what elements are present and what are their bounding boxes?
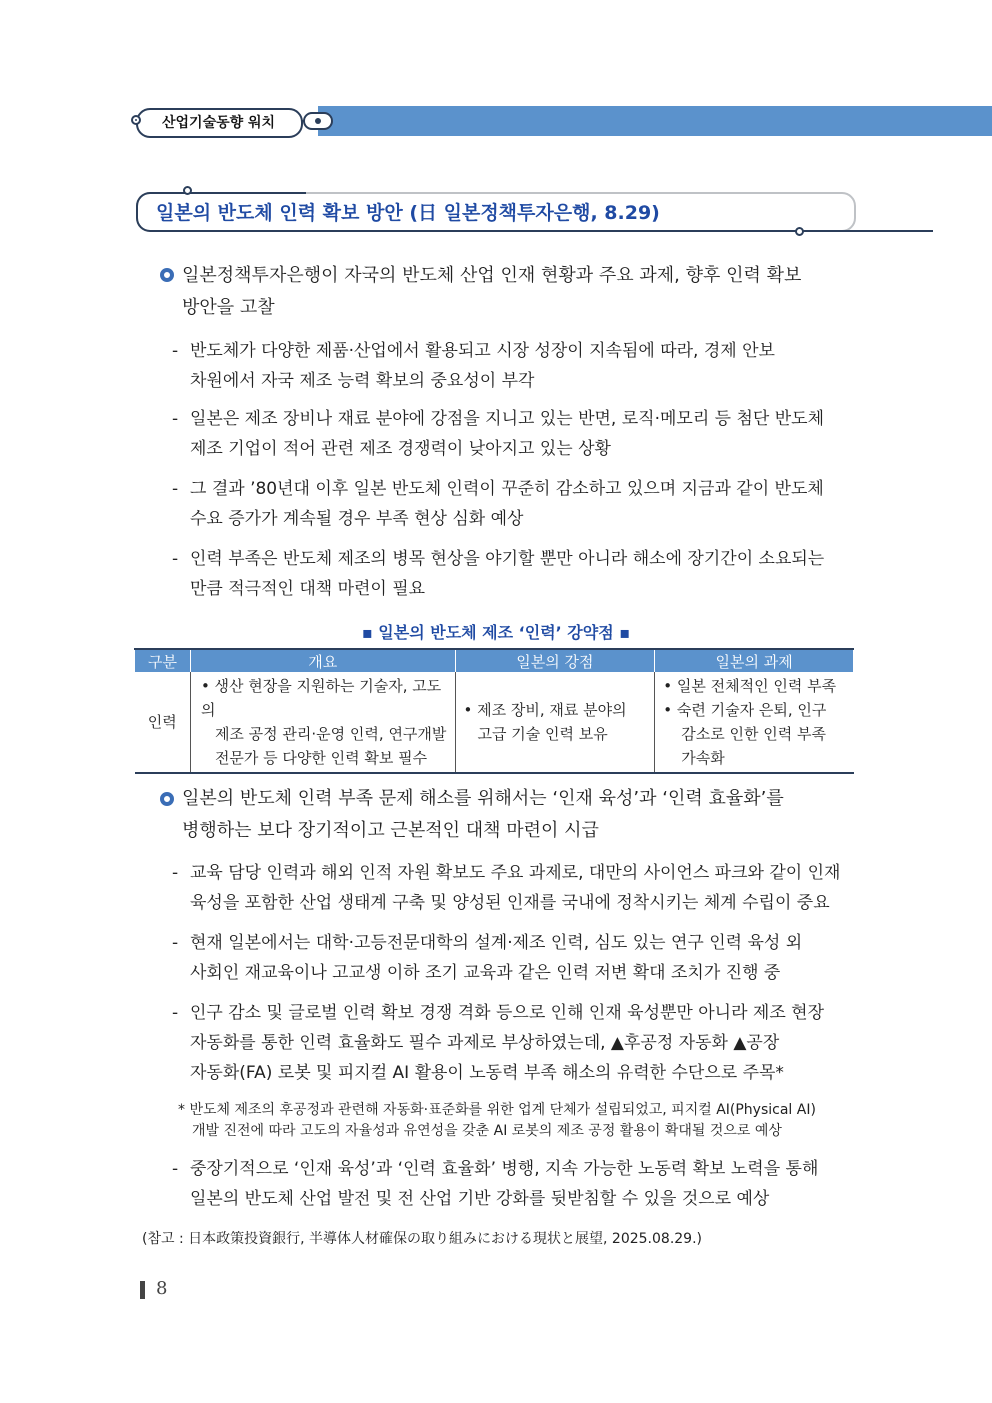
dash-icon: - — [172, 1003, 179, 1023]
table-caption: ▪ 일본의 반도체 제조 ‘인력’ 강약점 ▪ — [361, 623, 631, 642]
main-point: 일본정책투자은행이 자국의 반도체 산업 인재 현황과 주요 과제, 향후 인력 확보 — [182, 265, 802, 286]
table-cell-challenge — [655, 672, 854, 773]
main-point-cont: 방안을 고찰 — [182, 297, 275, 318]
sub-point: 인력 부족은 반도체 제조의 병목 현상을 야기할 뿐만 아니라 해소에 장기간이 소요되는 — [190, 549, 825, 569]
dash-icon: - — [172, 1159, 179, 1179]
footnote: * 반도체 제조의 후공정과 관련해 자동화·표준화를 위한 업계 단체가 설립되었고, 피지컬 AI(Physical AI) — [178, 1102, 816, 1118]
sub-point: 교육 담당 인력과 해외 인적 자원 확보도 주요 과제로, 대만의 사이언스 파크와 같이 인재 — [190, 863, 841, 883]
dash-icon: - — [172, 863, 179, 883]
dash-icon: - — [172, 409, 179, 429]
sub-point-cont: 차원에서 자국 제조 능력 확보의 중요성이 부각 — [190, 371, 535, 391]
section-title-box — [136, 192, 856, 232]
sub-point-cont: 수요 증가가 계속될 경우 부족 현상 심화 예상 — [190, 509, 524, 529]
page-number-bar — [140, 1281, 145, 1299]
sub-point: 중장기적으로 ‘인재 육성’과 ‘인력 효율화’ 병행, 지속 가능한 노동력 확보 노력을 통해 — [190, 1159, 819, 1179]
section-dot-icon — [795, 227, 804, 236]
sub-point-cont: 사회인 재교육이나 고교생 이하 조기 교육과 같은 인력 저변 확대 조치가 진행 중 — [190, 963, 781, 983]
header-title: 산업기술동향 워치 — [136, 108, 303, 138]
sub-point-cont: 자동화(FA) 로봇 및 피지컬 AI 활용이 노동력 부족 해소의 유력한 수단으로 주목* — [190, 1063, 784, 1083]
footnote-cont: 개발 진전에 따라 고도의 자율성과 유연성을 갖춘 AI 로봇의 제조 공정 활용이 확대될 것으로 예상 — [192, 1123, 782, 1139]
sub-point: 현재 일본에서는 대학·고등전문대학의 설계·제조 인력, 심도 있는 연구 인력 육성 외 — [190, 933, 803, 953]
sub-point-cont: 일본의 반도체 산업 발전 및 전 산업 기반 강화를 뒷받침할 수 있을 것으로 예상 — [190, 1189, 770, 1209]
table-header: 일본의 과제 — [655, 649, 854, 672]
strength-weakness-table — [134, 648, 854, 774]
cell-line: • 일본 전체적인 인력 부족 — [663, 677, 837, 695]
header-dot-icon — [131, 115, 141, 125]
cell-line: 감소로 인한 인력 부족 — [681, 725, 826, 743]
sub-point: 인구 감소 및 글로벌 인력 확보 경쟁 격화 등으로 인해 인재 육성뿐만 아니라 제조 현장 — [190, 1003, 825, 1023]
dash-icon: - — [172, 341, 179, 361]
sub-point-cont: 자동화를 통한 인력 효율화도 필수 과제로 부상하였는데, ▲후공정 자동화 ▲공장 — [190, 1033, 780, 1053]
section-dot-icon — [183, 186, 192, 195]
dash-icon: - — [172, 479, 179, 499]
sub-point: 일본은 제조 장비나 재료 분야에 강점을 지니고 있는 반면, 로직·메모리 등 첨단 반도체 — [190, 409, 825, 429]
cell-line: 고급 기술 인력 보유 — [477, 725, 608, 743]
sub-point: 그 결과 ’80년대 이후 일본 반도체 인력이 꾸준히 감소하고 있으며 지금과 같이 반도체 — [190, 479, 824, 499]
cell-line: 가속화 — [681, 749, 725, 767]
table-header: 일본의 강점 — [455, 649, 655, 672]
dash-icon: - — [172, 933, 179, 953]
table-cell-category: 인력 — [135, 672, 191, 773]
table-cell-overview — [190, 672, 455, 773]
page-number: 8 — [156, 1278, 168, 1299]
main-point: 일본의 반도체 인력 부족 문제 해소를 위해서는 ‘인재 육성’과 ‘인력 효율화’를 — [182, 788, 784, 809]
dash-icon: - — [172, 549, 179, 569]
cell-line: • 생산 현장을 지원하는 기술자, 고도의 — [200, 677, 442, 719]
circle-bullet-icon — [160, 792, 174, 806]
table-header: 구분 — [135, 649, 191, 672]
circle-bullet-icon — [160, 268, 174, 282]
table-cell-strength — [455, 672, 655, 773]
sub-point-cont: 만큼 적극적인 대책 마련이 필요 — [190, 579, 426, 599]
sub-point-cont: 육성을 포함한 산업 생태계 구축 및 양성된 인재를 국내에 정착시키는 체계 수립이 중요 — [190, 893, 830, 913]
main-point-cont: 병행하는 보다 장기적이고 근본적인 대책 마련이 시급 — [182, 820, 599, 841]
cell-line: 전문가 등 다양한 인력 확보 필수 — [214, 749, 428, 767]
sub-point: 반도체가 다양한 제품·산업에서 활용되고 시장 성장이 지속됨에 따라, 경제 안보 — [190, 341, 775, 361]
header-band — [318, 106, 992, 136]
cell-line: • 제조 장비, 재료 분야의 — [463, 701, 627, 719]
cell-line: 제조 공정 관리·운영 인력, 연구개발 — [214, 725, 447, 743]
header-connector-icon — [303, 112, 333, 130]
table-header: 개요 — [190, 649, 455, 672]
cell-line: • 숙련 기술자 은퇴, 인구 — [663, 701, 827, 719]
reference: (참고 : 日本政策投資銀行, 半導体人材確保の取り組みにおける現状と展望, 2025.08.29.) — [142, 1231, 702, 1247]
section-title: 일본의 반도체 인력 확보 방안 (日 일본정책투자은행, 8.29) — [156, 202, 660, 224]
sub-point-cont: 제조 기업이 적어 관련 제조 경쟁력이 낮아지고 있는 상황 — [190, 439, 611, 459]
table-row — [135, 672, 854, 773]
